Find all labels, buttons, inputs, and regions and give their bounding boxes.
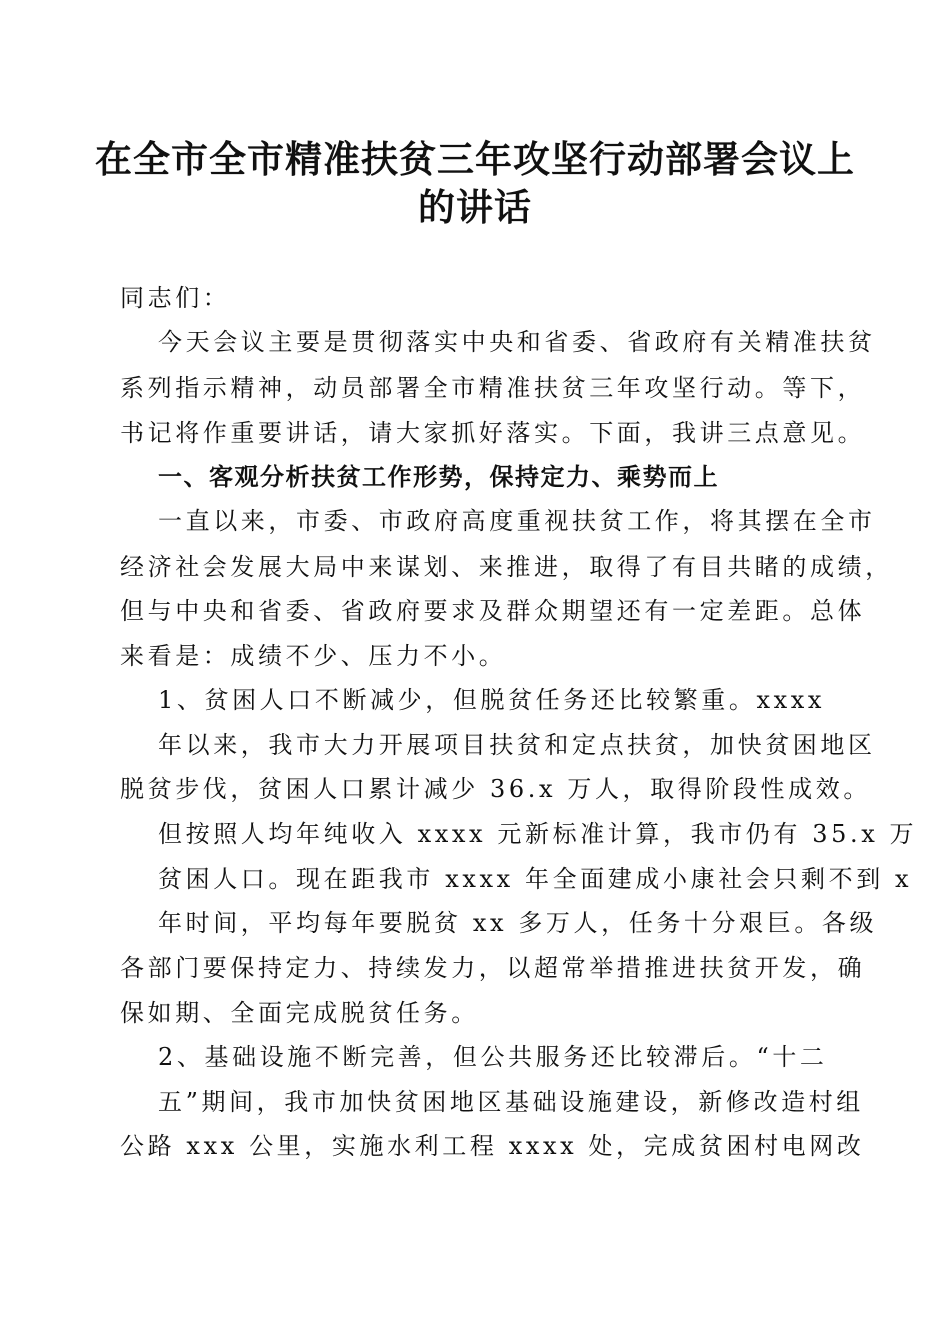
section1-line: 经济社会发展大局中来谋划、来推进，取得了有目共睹的成绩， (120, 553, 893, 581)
point1-line: 1、贫困人口不断减少，但脱贫任务还比较繁重。xxxx (158, 686, 826, 714)
point2-line: 五”期间，我市加快贫困地区基础设施建设，新修改造村组 (158, 1088, 864, 1116)
point1-line: 但按照人均年纯收入 xxxx 元新标准计算，我市仍有 35.x 万 (158, 820, 918, 848)
point2-line: 2、基础设施不断完善，但公共服务还比较滞后。“十二 (158, 1043, 828, 1071)
intro-line: 今天会议主要是贯彻落实中央和省委、省政府有关精准扶贫 (158, 328, 876, 356)
point1-line: 脱贫步伐，贫困人口累计减少 36.x 万人，取得阶段性成效。 (120, 775, 871, 803)
section1-line: 一直以来，市委、市政府高度重视扶贫工作，将其摆在全市 (158, 507, 876, 535)
point2-line: 公路 xxx 公里，实施水利工程 xxxx 处，完成贫困村电网改 (120, 1132, 865, 1160)
intro-line: 系列指示精神，动员部署全市精准扶贫三年攻坚行动。等下， (120, 374, 866, 402)
point1-line: 保如期、全面完成脱贫任务。 (120, 999, 479, 1027)
point1-line: 贫困人口。现在距我市 xxxx 年全面建成小康社会只剩不到 x (158, 865, 913, 893)
point1-line: 年时间，平均每年要脱贫 xx 多万人，任务十分艰巨。各级 (158, 909, 878, 937)
intro-line: 书记将作重要讲话，请大家抓好落实。下面，我讲三点意见。 (120, 419, 866, 447)
point1-line: 年以来，我市大力开展项目扶贫和定点扶贫，加快贫困地区 (158, 731, 876, 759)
section1-line: 来看是：成绩不少、压力不小。 (120, 642, 507, 670)
section-heading-1: 一、客观分析扶贫工作形势，保持定力、乘势而上 (158, 463, 719, 491)
document-title-line-1: 在全市全市精准扶贫三年攻坚行动部署会议上 (95, 138, 855, 181)
point1-line: 各部门要保持定力、持续发力，以超常举措推进扶贫开发，确 (120, 954, 866, 982)
section1-line: 但与中央和省委、省政府要求及群众期望还有一定差距。总体 (120, 597, 866, 625)
salutation: 同志们： (120, 284, 231, 312)
document-title-line-2: 的讲话 (418, 186, 532, 229)
